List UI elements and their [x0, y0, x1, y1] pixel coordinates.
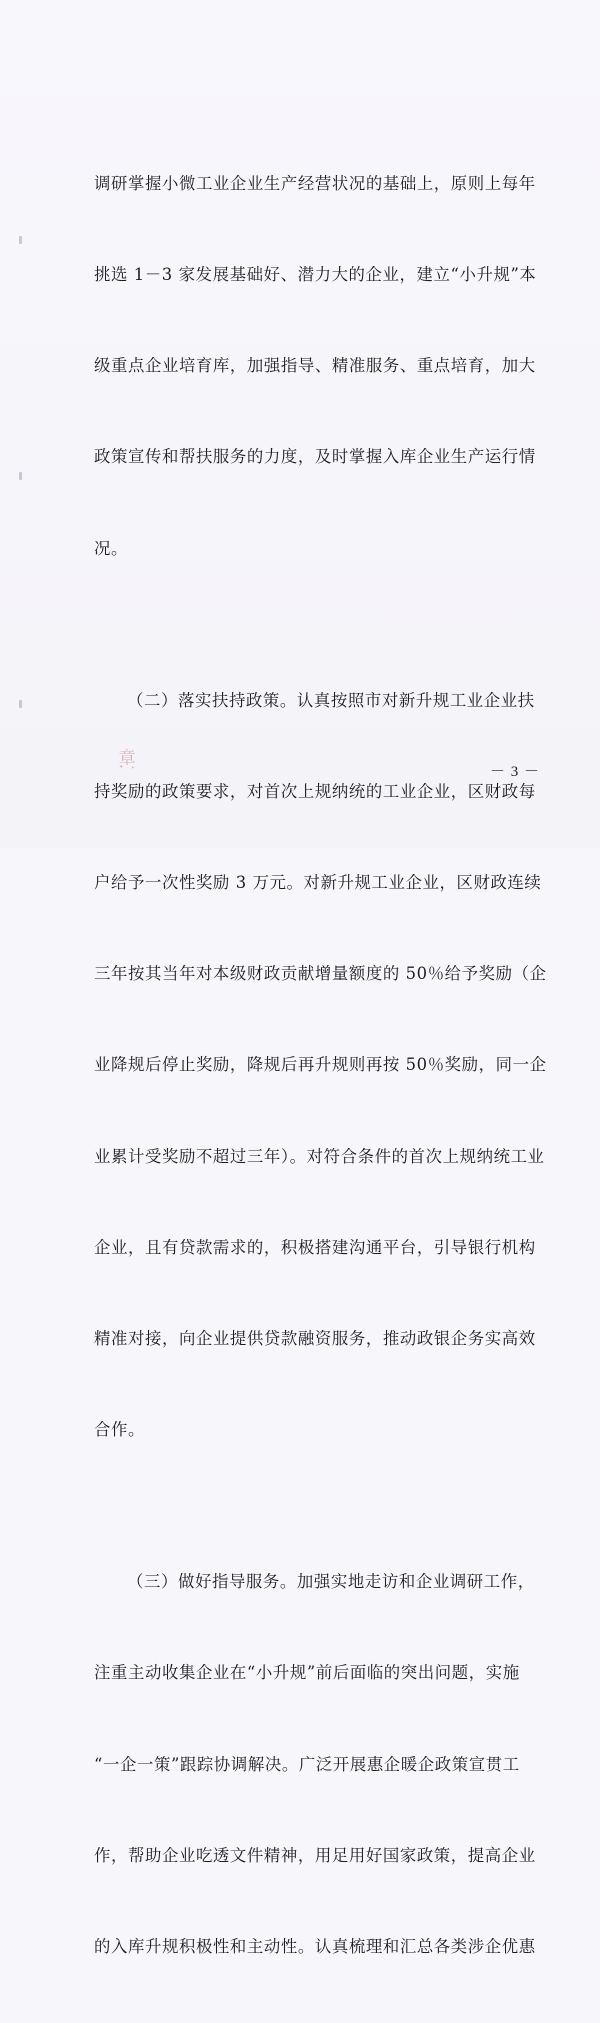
text-line: 持奖励的政策要求，对首次上规纳统的工业企业，区财政每 — [94, 781, 536, 801]
text-line: 业累计受奖励不超过三年）。对符合条件的首次上规纳统工业 — [94, 1146, 545, 1166]
text-line: 合作。 — [94, 1420, 145, 1440]
stamp-text: 章 — [118, 748, 136, 769]
text-line: （二）落实扶持政策。认真按照市对新升规工业企业扶 — [127, 690, 535, 710]
text-line: 政策宣传和帮扶服务的力度，及时掌握入库企业生产运行情 — [94, 447, 536, 467]
text-line: （三）做好指导服务。加强实地走访和企业调研工作， — [127, 1572, 535, 1592]
text-line: 挑选 1－3 家发展基础好、潜力大的企业，建立“小升规”本 — [94, 265, 537, 285]
edge-mark — [19, 236, 22, 244]
text-line: “一企一策”跟踪协调解决。广泛开展惠企暖企政策宣贯工 — [94, 1754, 520, 1774]
paragraph — [94, 1506, 550, 2023]
edge-mark — [19, 700, 22, 708]
text-line: 户给予一次性奖励 3 万元。对新升规工业企业，区财政连续 — [94, 873, 542, 893]
text-line: 精准对接，向企业提供贷款融资服务，推动政银企务实高效 — [94, 1329, 536, 1349]
text-line: 的入库升规积极性和主动性。认真梳理和汇总各类涉企优惠 — [94, 1937, 536, 1957]
page-number: － 3 － — [489, 764, 540, 780]
text-line: 三年按其当年对本级财政贡献增量额度的 50％给予奖励（企 — [94, 964, 547, 984]
text-line: 级重点企业培育库，加强指导、精准服务、重点培育，加大 — [94, 356, 536, 376]
document-body — [94, 108, 550, 2023]
paragraph — [94, 625, 550, 1507]
paragraph — [94, 108, 550, 625]
text-line: 企业，且有贷款需求的，积极搭建沟通平台，引导银行机构 — [94, 1237, 536, 1257]
text-line: 况。 — [94, 538, 128, 558]
stamp-mark — [108, 738, 146, 776]
text-line: 作，帮助企业吃透文件精神，用足用好国家政策，提高企业 — [94, 1845, 536, 1865]
text-line: 注重主动收集企业在“小升规”前后面临的突出问题，实施 — [94, 1663, 520, 1683]
text-line: 调研掌握小微工业企业生产经营状况的基础上，原则上每年 — [94, 173, 536, 193]
edge-mark — [19, 472, 22, 480]
text-line: 业降规后停止奖励，降规后再升规则再按 50％奖励，同一企 — [94, 1055, 547, 1075]
